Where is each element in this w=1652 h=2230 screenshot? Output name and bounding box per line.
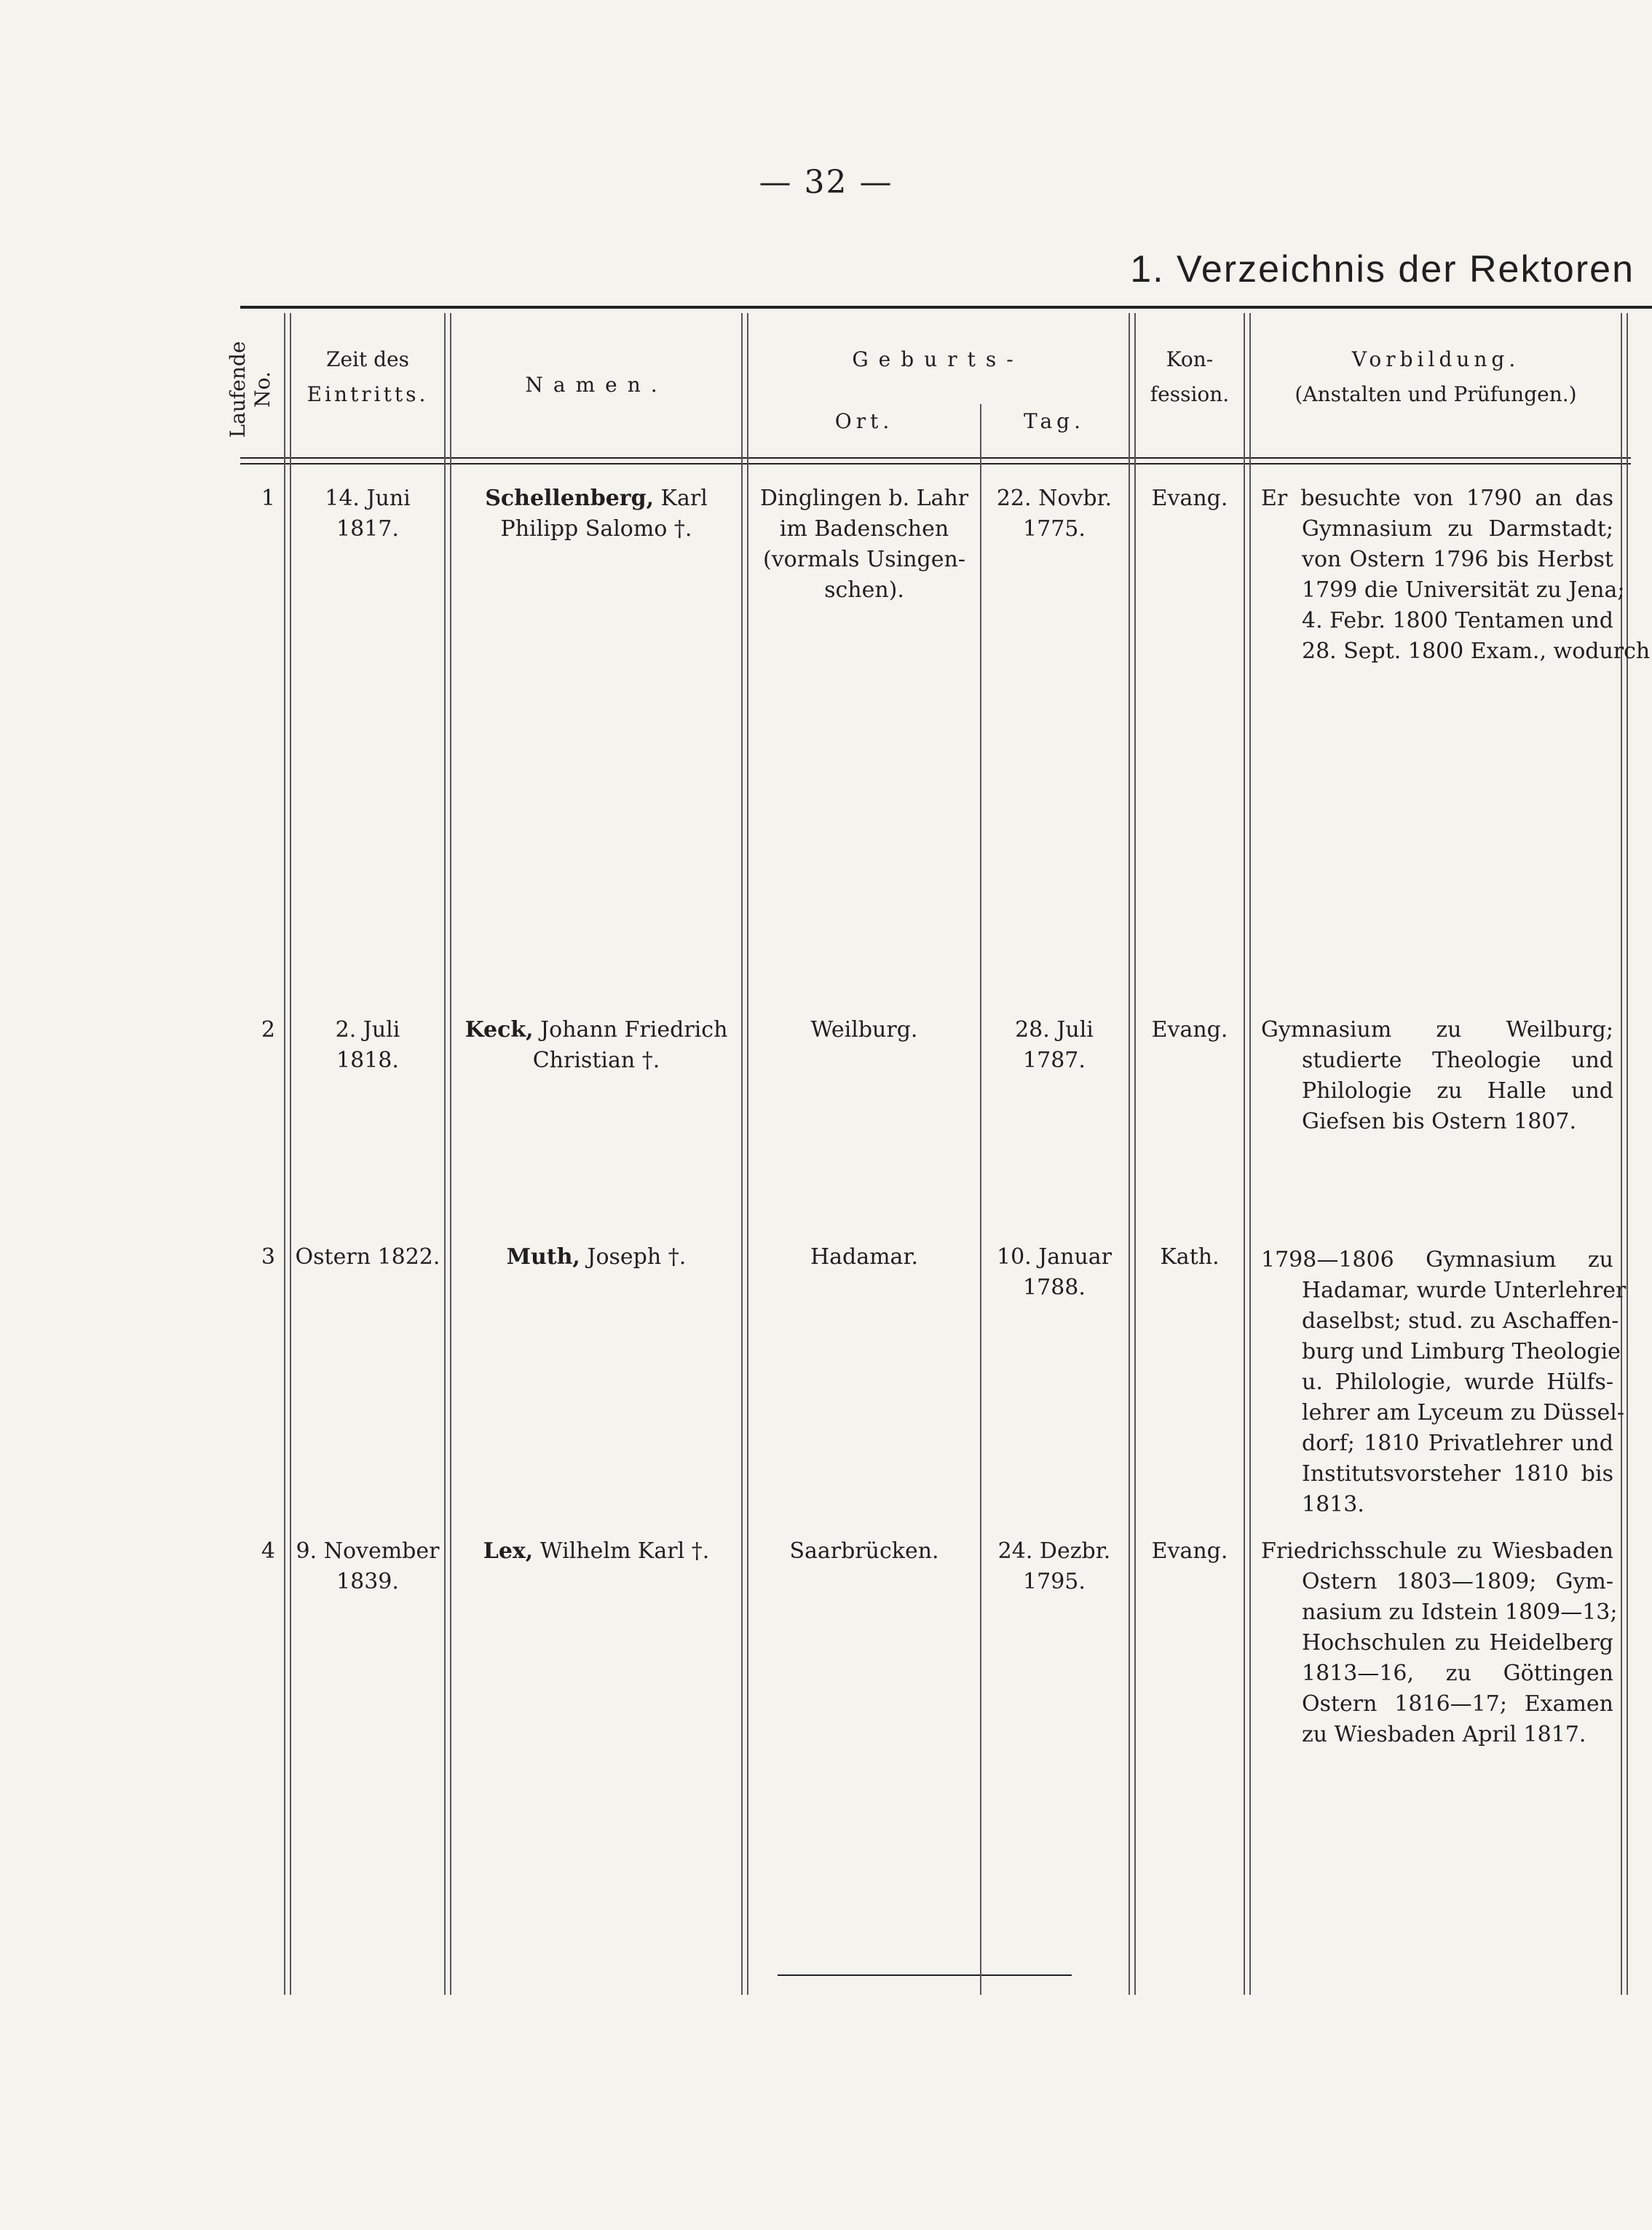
row-1-zeit: 14. Juni 1817. — [325, 486, 411, 542]
row-3-konfession: Kath. — [1160, 1244, 1220, 1270]
column-divider — [444, 313, 446, 1995]
row-1-ort: Dinglingen b. Lahr im Badenschen (vormals Usingen- schen). — [759, 486, 969, 603]
row-3-tag: 10. Januar 1788. — [996, 1244, 1112, 1300]
column-divider — [1627, 313, 1628, 1995]
row-1-name: Schellenberg, Karl Philipp Salomo †. — [485, 486, 708, 542]
column-divider — [290, 313, 291, 1995]
row-4-zeit: 9. November 1839. — [296, 1538, 440, 1594]
row-2-no: 2 — [261, 1017, 275, 1043]
row-3-no: 3 — [261, 1244, 275, 1270]
row-1-konfession: Evang. — [1151, 486, 1228, 511]
column-divider — [284, 313, 285, 1995]
row-1-vorbildung: Er besuchte von 1790 an das Gymnasium zu Darmstadt; von Ostern 1796 bis Herbst 1799 die Universität zu Jena; 4. Febr. 1800 Tentamen und 28. Sept. 1800 Exam., wodurch — [1261, 486, 1651, 664]
page-number: — 32 — — [759, 164, 893, 201]
row-4-tag: 24. Dezbr. 1795. — [997, 1538, 1111, 1594]
column-divider — [450, 313, 451, 1995]
row-3-ort: Hadamar. — [810, 1244, 919, 1270]
header-geburts: Geburts- — [852, 347, 1024, 371]
column-divider — [1621, 313, 1622, 1995]
row-3-vorbildung: 1798—1806 Gymnasium zu Hadamar, wurde Unterlehrer daselbst; stud. zu Aschaffen- burg und Limburg Theologie u. Philologie, wurde Hülfs- lehrer am Lyceum zu Düssel- dorf; 1810 Privatlehrer und Institutsvorsteher 1810 bis 1813. — [1261, 1247, 1627, 1517]
column-divider — [1244, 313, 1245, 1995]
row-2-konfession: Evang. — [1151, 1017, 1228, 1043]
row-4-vorbildung: Friedrichsschule zu Wiesbaden Ostern 1803—1809; Gym- nasium zu Idstein 1809—13; Hochschulen zu Heidelberg 1813—16, zu Göttingen Ostern 1816—17; Examen zu Wiesbaden April 1817. — [1261, 1538, 1618, 1747]
row-3-name: Muth, Joseph †. — [506, 1244, 687, 1270]
column-divider — [741, 313, 743, 1995]
header-bottom-rule — [240, 457, 1631, 459]
section-title: 1. Verzeichnis der Rektoren — [1130, 248, 1635, 290]
header-zeit: Zeit des Eintritts. — [307, 347, 429, 406]
column-divider — [1129, 313, 1130, 1995]
footer-rule — [778, 1974, 1072, 1976]
row-4-no: 4 — [261, 1538, 275, 1564]
table-top-rule — [240, 306, 1652, 309]
column-divider — [1134, 313, 1136, 1995]
header-bottom-rule-2 — [240, 463, 1631, 464]
row-4-konfession: Evang. — [1151, 1538, 1228, 1564]
row-1-tag: 22. Novbr. 1775. — [996, 486, 1112, 542]
row-4-name: Lex, Wilhelm Karl †. — [483, 1538, 710, 1564]
column-divider — [1249, 313, 1251, 1995]
header-vorbildung: Vorbildung. (Anstalten und Prüfungen.) — [1295, 347, 1577, 406]
row-2-zeit: 2. Juli 1818. — [335, 1017, 400, 1073]
header-laufende-no: Laufende No. — [226, 341, 274, 438]
row-2-ort: Weilburg. — [810, 1017, 918, 1043]
row-2-tag: 28. Juli 1787. — [1015, 1017, 1094, 1073]
header-ort: Ort. — [834, 409, 894, 433]
header-tag: Tag. — [1023, 409, 1086, 433]
header-konfession: Kon- fession. — [1150, 347, 1230, 406]
row-2-name: Keck, Johann Friedrich Christian †. — [465, 1017, 728, 1073]
row-4-ort: Saarbrücken. — [789, 1538, 939, 1564]
header-namen: Namen. — [525, 373, 668, 397]
column-divider — [980, 404, 981, 1995]
row-2-vorbildung: Gymnasium zu Weilburg; studierte Theologie und Philologie zu Halle und Giefsen bis Ostern 1807. — [1261, 1017, 1613, 1134]
row-1-no: 1 — [261, 486, 275, 511]
row-3-zeit: Ostern 1822. — [295, 1244, 440, 1270]
